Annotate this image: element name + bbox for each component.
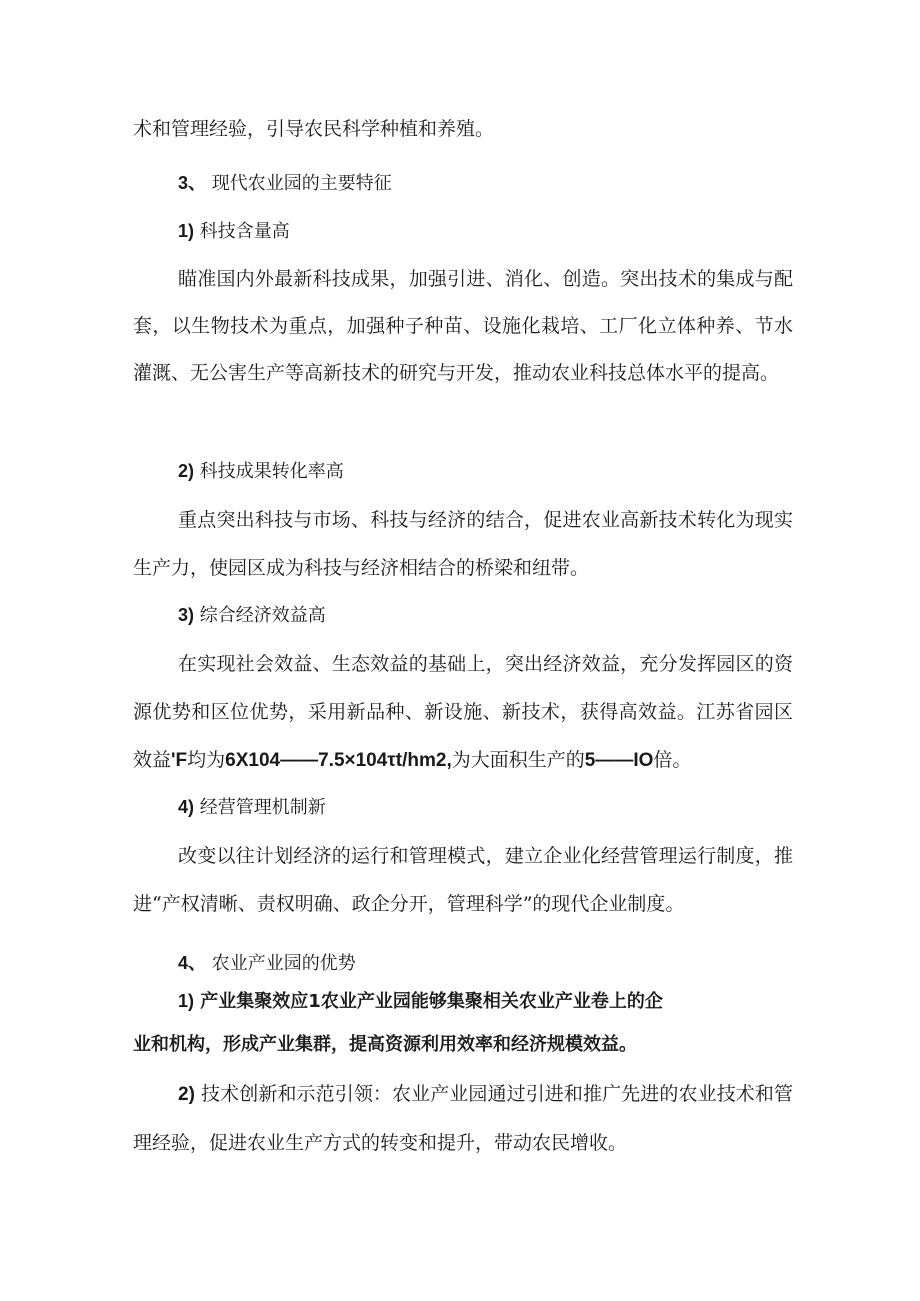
advantage-1-line-1 xyxy=(178,986,663,1017)
feature-4-heading xyxy=(178,792,326,823)
advantage-1-number: 1) xyxy=(178,991,195,1011)
feature-1-heading xyxy=(178,216,290,247)
feature-4-number: 4) xyxy=(178,797,195,817)
feature-1-number: 1) xyxy=(178,221,195,241)
advantage-1-line-2: 业和机构，形成产业集群，提高资源利用效率和经济规模效益。 xyxy=(133,1034,637,1055)
feature-3-body-compare: 为大面积生产的 xyxy=(451,749,585,771)
section-4-heading xyxy=(178,948,356,979)
feature-3-body-text: 在实现社会效益、生态效益的基础上，突出经济效益，充分发挥园区的资源优势和区位优势，采用新品种、新设施、新技术，获得高效益。江苏省园区效益 xyxy=(133,653,793,771)
advantage-2-text: 技术创新和示范引领：农业产业园通过引进和推广先进的农业技术和管理经验，促进农业生产方式的转变和提升，带动农民增收。 xyxy=(133,1083,793,1154)
section-3-heading xyxy=(178,168,392,199)
advantage-2-body xyxy=(133,1070,793,1167)
feature-4-body: 改变以往计划经济的运行和管理模式，建立企业化经营管理运行制度，推进“产权清晰、责权明确、政企分开，管理科学”的现代企业制度。 xyxy=(133,845,793,915)
feature-2-title: 科技成果转化率高 xyxy=(199,461,344,482)
feature-3-body-glyph: 'F xyxy=(171,750,188,771)
feature-3-body-junai: 均为 xyxy=(187,749,226,771)
section-3-title: 现代农业园的主要特征 xyxy=(211,173,392,194)
intro-tail-paragraph: 术和管理经验，引导农民科学种植和养殖。 xyxy=(133,118,495,140)
advantage-2-number: 2) xyxy=(178,1084,195,1105)
section-4-number: 4、 xyxy=(178,953,207,973)
feature-1-title: 科技含量高 xyxy=(199,221,290,242)
feature-1-body: 瞄准国内外最新科技成果，加强引进、消化、创造。突出技术的集成与配套，以生物技术为重点，加强种子种苗、设施化栽培、工厂化立体种养、节水灌溉、无公害生产等高新技术的研究与开发，推动农业科技总体水平的提高。 xyxy=(133,268,793,384)
feature-3-body xyxy=(133,640,793,785)
section-3-number: 3、 xyxy=(178,173,207,193)
feature-2-body: 重点突出科技与市场、科技与经济的结合，促进农业高新技术转化为现实生产力，使园区成为科技与经济相结合的桥梁和纽带。 xyxy=(133,509,793,579)
section-4-title: 农业产业园的优势 xyxy=(211,953,356,974)
feature-3-body-range: 6X104——7.5×104τt/hm2, xyxy=(225,750,452,771)
feature-3-title: 综合经济效益高 xyxy=(199,605,326,626)
feature-4-title: 经营管理机制新 xyxy=(199,797,326,818)
feature-2-number: 2) xyxy=(178,461,195,481)
feature-3-body-multiple: 5——IO xyxy=(584,750,654,771)
feature-3-body-end: 倍。 xyxy=(653,749,692,771)
feature-3-heading xyxy=(178,600,326,631)
advantage-1-text: 产业集聚效应1农业产业园能够集聚相关农业产业卷上的企 xyxy=(200,991,663,1012)
feature-3-number: 3) xyxy=(178,605,195,625)
feature-2-heading xyxy=(178,456,344,487)
